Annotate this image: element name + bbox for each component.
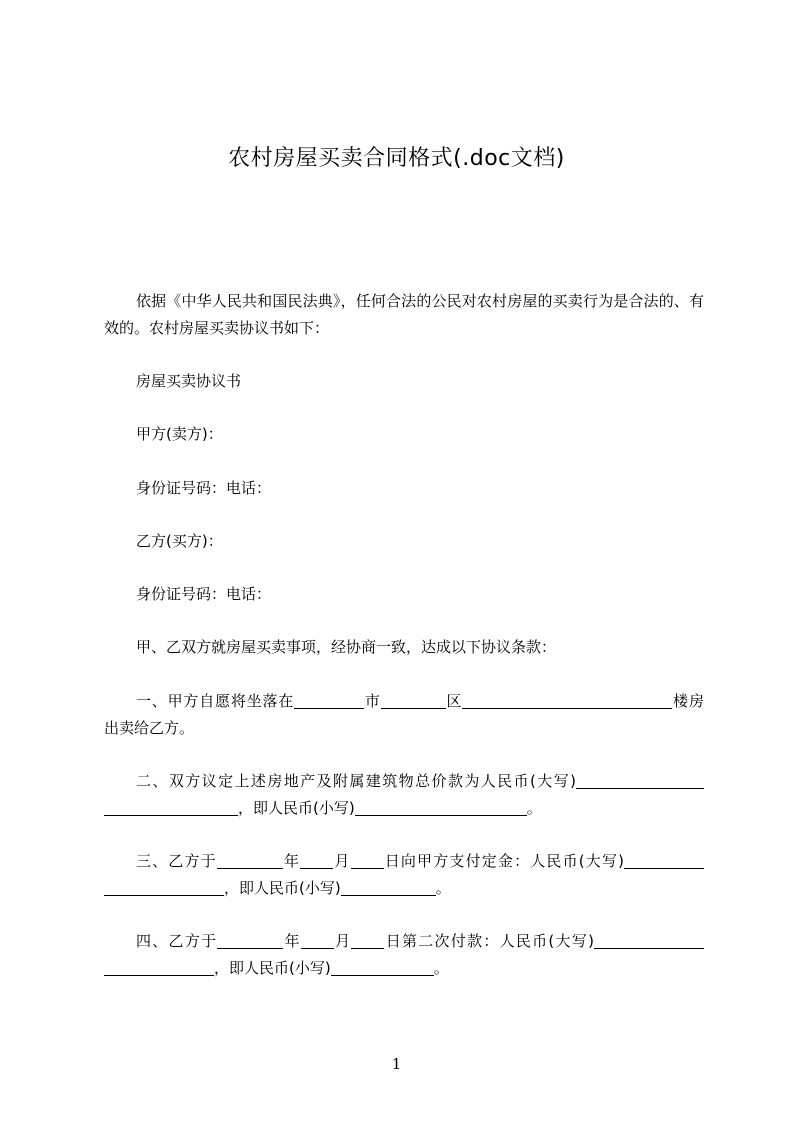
intro-paragraph: 依据《中华人民共和国民法典》，任何合法的公民对农村房屋的买卖行为是合法的、有效的。农村房屋买卖协议书如下： (104, 292, 704, 337)
second-payment-uppercase-blank-1 (594, 932, 704, 949)
total-price-uppercase-blank-1 (576, 772, 704, 789)
second-payment-day-blank (351, 932, 384, 949)
party-b-line: 乙方(买方)： (136, 532, 223, 550)
deposit-uppercase-blank-2 (104, 879, 224, 896)
clause-1-text-b: 市 (364, 692, 381, 710)
clause-3-text-a: 三、乙方于 (136, 852, 217, 870)
district-blank (381, 692, 446, 709)
party-a-line: 甲方(卖方)： (136, 425, 223, 443)
clause-1-text-c: 区 (445, 692, 463, 710)
deposit-year-blank (217, 852, 283, 869)
clause-2-text-c: 。 (526, 799, 542, 817)
deposit-month-blank (300, 852, 333, 869)
deposit-uppercase-blank-1 (624, 852, 704, 869)
clause-3-text-f: 。 (435, 879, 451, 897)
agreement-statement: 甲、乙双方就房屋买卖事项，经协商一致，达成以下协议条款： (136, 638, 557, 656)
clause-1-text-a: 一、甲方自愿将坐落在 (136, 692, 295, 710)
building-blank (462, 692, 672, 709)
page-number: 1 (391, 1055, 402, 1073)
clause-3-text-c: 月 (333, 852, 351, 870)
clause-4-text-b: 年 (283, 932, 301, 950)
clause-4-text-d: 日第二次付款：人民币(大写) (384, 932, 594, 950)
party-a-id-line: 身份证号码：电话： (136, 479, 272, 497)
clause-4 (104, 928, 704, 982)
clause-4-text-e: ，即人民币(小写) (214, 959, 331, 977)
second-payment-lowercase-blank (331, 959, 434, 976)
total-price-uppercase-blank-2 (104, 799, 238, 816)
clause-4-text-c: 月 (333, 932, 352, 950)
deposit-lowercase-blank (341, 879, 436, 896)
clause-4-text-a: 四、乙方于 (136, 932, 218, 950)
clause-3-text-d: 日向甲方支付定金：人民币(大写) (383, 852, 624, 870)
total-price-lowercase-blank (355, 799, 527, 816)
agreement-heading: 房屋买卖协议书 (136, 372, 242, 390)
clause-2-text-a: 二、双方议定上述房地产及附属建筑物总价款为人民币(大写) (136, 772, 576, 790)
second-payment-year-blank (217, 932, 283, 949)
clause-1 (104, 688, 704, 742)
party-b-id-line: 身份证号码：电话： (136, 585, 272, 603)
clause-3 (104, 848, 704, 902)
clause-4-text-f: 。 (433, 959, 449, 977)
second-payment-uppercase-blank-2 (104, 959, 214, 976)
clause-2 (104, 768, 704, 822)
clause-2-text-b: ，即人民币(小写) (238, 799, 355, 817)
clause-3-text-e: ，即人民币(小写) (224, 879, 341, 897)
deposit-day-blank (351, 852, 384, 869)
clause-1-text-d: 楼 (672, 692, 689, 710)
second-payment-month-blank (301, 932, 334, 949)
clause-3-text-b: 年 (282, 852, 301, 870)
city-blank (294, 692, 364, 709)
document-title: 农村房屋买卖合同格式(.doc文档) (228, 146, 565, 171)
clause-1-text-e: 房出卖给乙方。 (104, 692, 704, 737)
